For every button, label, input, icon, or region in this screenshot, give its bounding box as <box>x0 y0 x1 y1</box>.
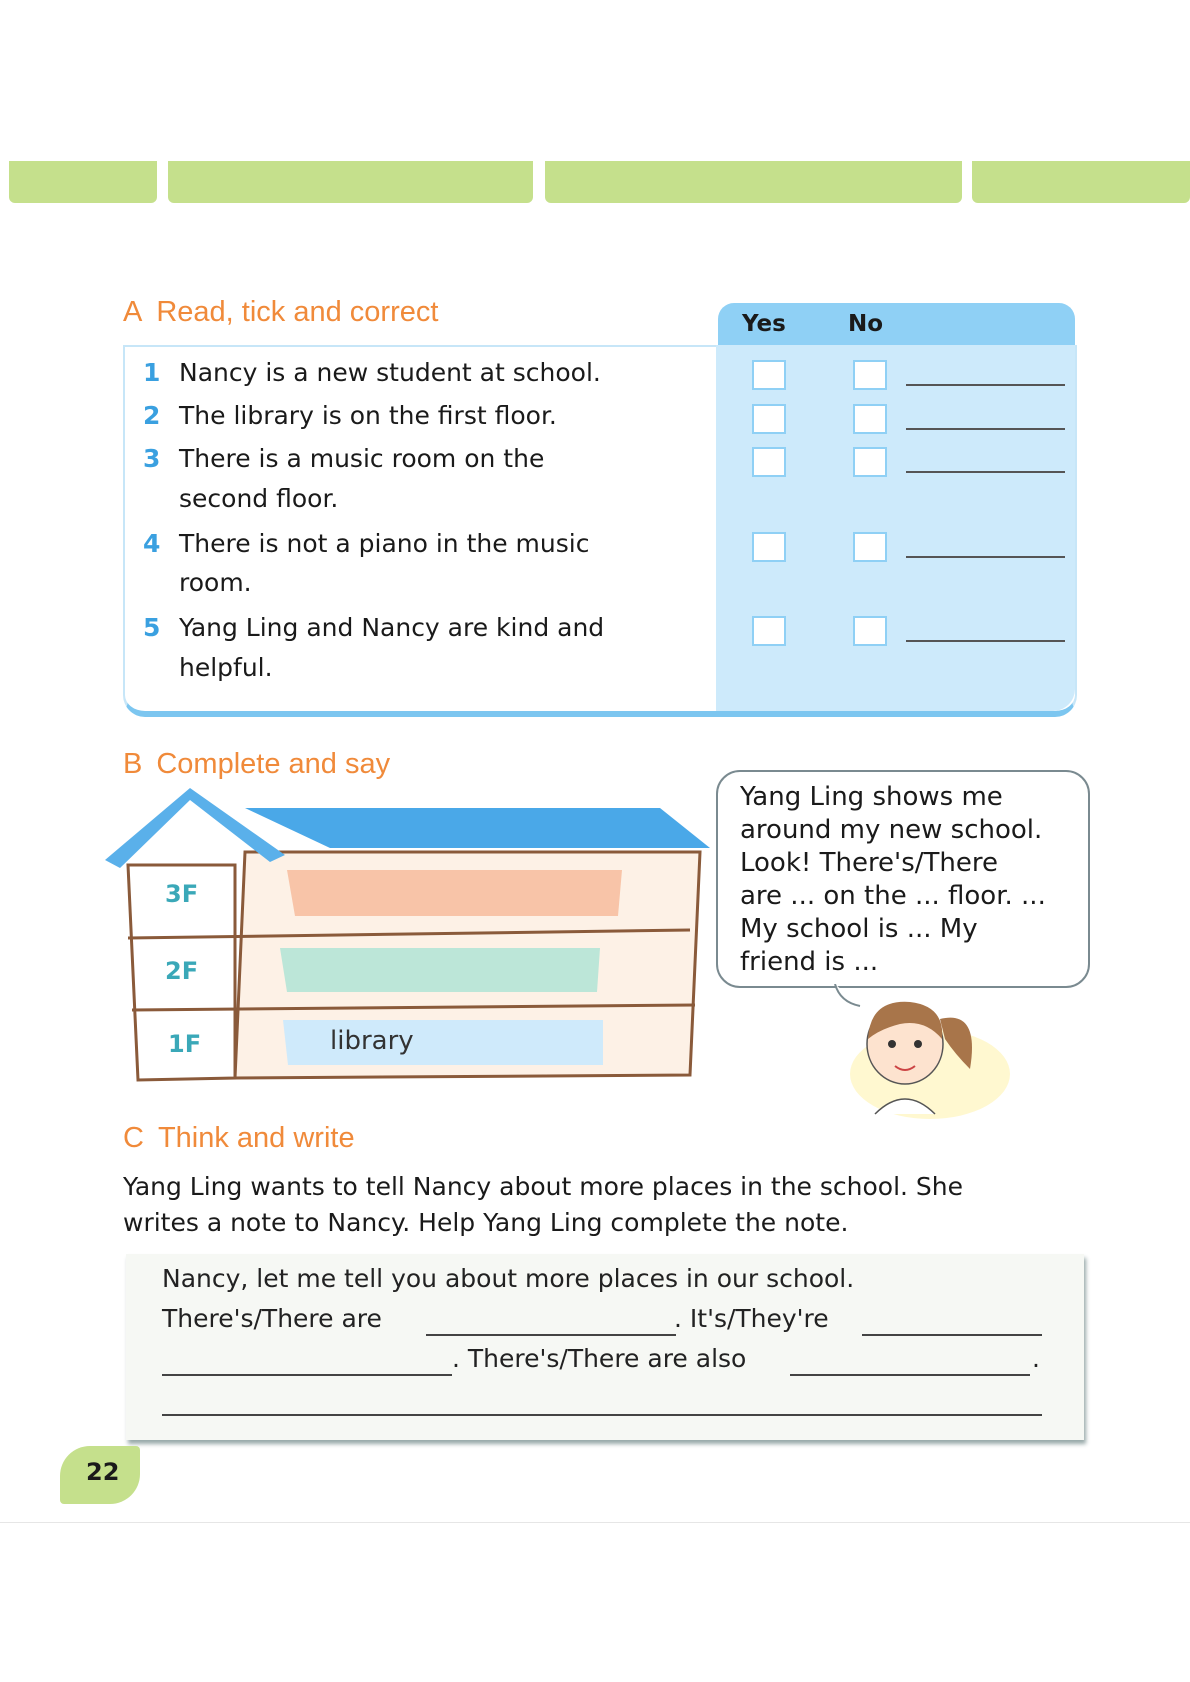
correction-blank-3[interactable] <box>906 471 1065 473</box>
statement-1 <box>143 358 601 387</box>
section-title-text: Complete and say <box>156 748 391 780</box>
no-checkbox-1[interactable] <box>853 360 887 390</box>
correction-blank-1[interactable] <box>906 384 1065 386</box>
bubble-line: friend is ... <box>740 947 879 977</box>
bubble-line: around my new school. <box>740 815 1043 845</box>
no-checkbox-5[interactable] <box>853 616 887 646</box>
statement-text: There is not a piano in the music <box>179 529 590 558</box>
statement-text: second floor. <box>179 484 339 513</box>
statement-3 <box>143 444 544 473</box>
note-text: . <box>1032 1344 1040 1373</box>
statement-2 <box>143 401 557 430</box>
note-text: . There's/There are also <box>452 1344 747 1373</box>
yes-checkbox-2[interactable] <box>752 404 786 434</box>
note-blank-3[interactable] <box>162 1374 452 1376</box>
header-band <box>545 161 962 203</box>
statement-text: Yang Ling and Nancy are kind and <box>179 613 605 642</box>
note-text: . It's/They're <box>674 1304 829 1333</box>
bubble-line: Look! There's/There <box>740 848 998 878</box>
statement-5 <box>143 613 604 642</box>
item-number: 5 <box>143 613 161 642</box>
section-title-text: Read, tick and correct <box>156 296 439 328</box>
correction-blank-5[interactable] <box>906 640 1065 642</box>
instruction-text: writes a note to Nancy. Help Yang Ling complete the note. <box>123 1208 849 1237</box>
section-b-title <box>123 748 390 781</box>
no-checkbox-2[interactable] <box>853 404 887 434</box>
instruction-text: Yang Ling wants to tell Nancy about more places in the school. She <box>123 1172 964 1201</box>
item-number: 1 <box>143 358 161 387</box>
note-blank-2[interactable] <box>862 1334 1042 1336</box>
statement-text: The library is on the first floor. <box>179 401 557 430</box>
page-edge <box>0 1522 1190 1523</box>
note-blank-4[interactable] <box>790 1374 1030 1376</box>
section-letter: C <box>123 1122 144 1154</box>
no-checkbox-4[interactable] <box>853 532 887 562</box>
floor-label-1f: 1F <box>168 1030 202 1058</box>
note-blank-5[interactable] <box>162 1414 1042 1416</box>
statement-text: Nancy is a new student at school. <box>179 358 601 387</box>
header-band <box>9 161 157 203</box>
yes-checkbox-5[interactable] <box>752 616 786 646</box>
item-number: 4 <box>143 529 161 558</box>
yes-checkbox-1[interactable] <box>752 360 786 390</box>
statement-text: helpful. <box>179 653 273 682</box>
library-label: library <box>330 1026 414 1056</box>
yes-no-header <box>718 303 1075 347</box>
header-band <box>972 161 1190 203</box>
section-title-text: Think and write <box>157 1122 355 1154</box>
girl-illustration <box>820 984 1040 1119</box>
statement-text: room. <box>179 568 252 597</box>
section-a-title <box>123 296 438 329</box>
floor-label-2f: 2F <box>165 957 199 985</box>
bubble-line: are ... on the ... floor. ... <box>740 881 1046 911</box>
correction-blank-4[interactable] <box>906 556 1065 558</box>
yes-checkbox-3[interactable] <box>752 447 786 477</box>
no-label: No <box>848 311 884 337</box>
page-number: 22 <box>86 1458 120 1486</box>
header-band <box>168 161 533 203</box>
section-c-title <box>123 1122 355 1155</box>
no-checkbox-3[interactable] <box>853 447 887 477</box>
bubble-line: Yang Ling shows me <box>740 782 1003 812</box>
statement-4 <box>143 529 589 558</box>
note-blank-1[interactable] <box>426 1334 676 1336</box>
item-number: 2 <box>143 401 161 430</box>
note-box <box>126 1254 1084 1440</box>
note-line: Nancy, let me tell you about more places in our school. <box>162 1264 855 1293</box>
yes-label: Yes <box>742 311 786 337</box>
note-text: There's/There are <box>162 1304 382 1333</box>
yes-checkbox-4[interactable] <box>752 532 786 562</box>
bubble-line: My school is ... My <box>740 914 978 944</box>
item-number: 3 <box>143 444 161 473</box>
section-letter: B <box>123 748 143 780</box>
floor-label-3f: 3F <box>165 880 199 908</box>
section-letter: A <box>123 296 143 328</box>
statement-text: There is a music room on the <box>179 444 545 473</box>
answer-column <box>716 345 1075 711</box>
correction-blank-2[interactable] <box>906 428 1065 430</box>
speech-bubble <box>716 770 1090 988</box>
